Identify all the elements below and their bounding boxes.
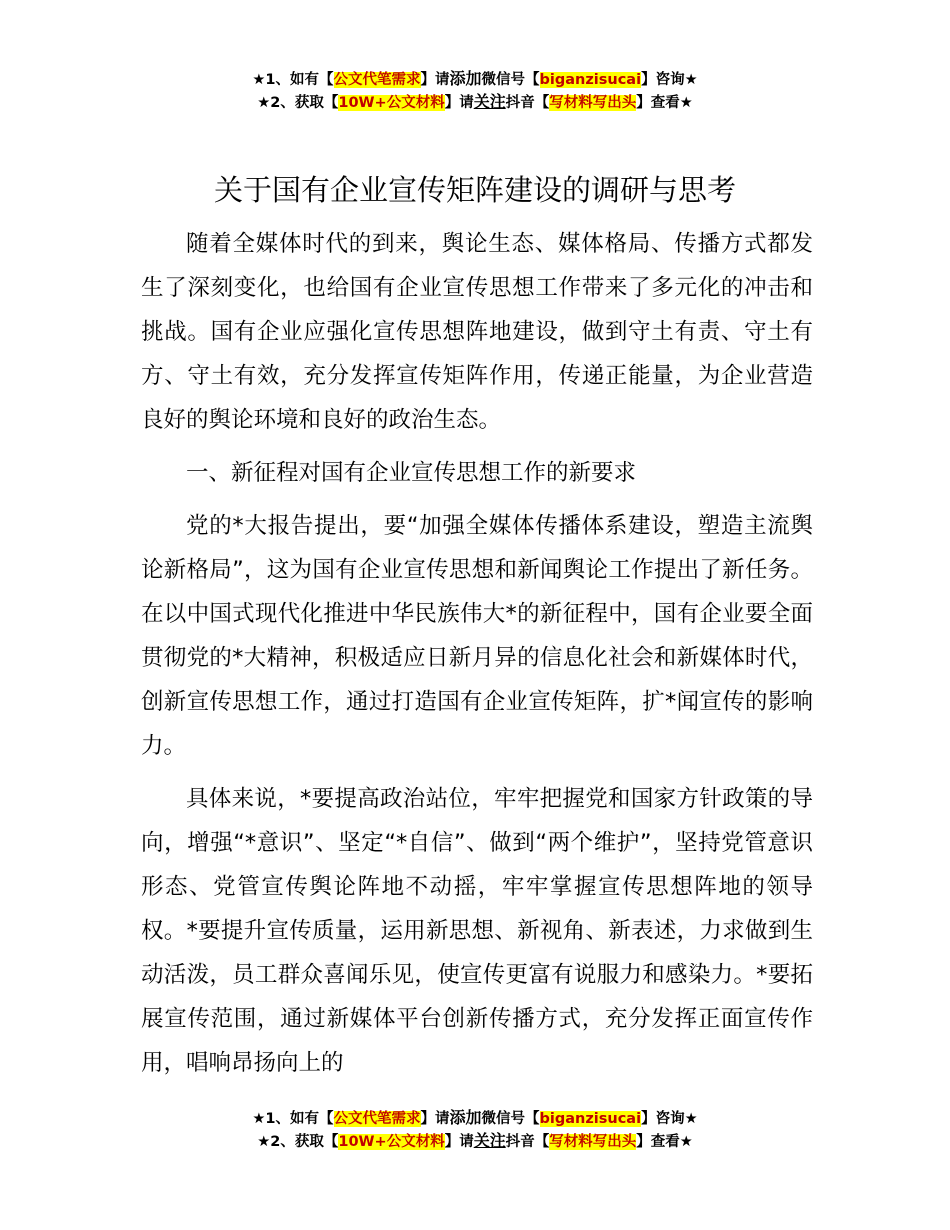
highlight-service: 公文代笔需求: [333, 1111, 421, 1127]
highlight-wechat-id: biganzisucai: [539, 1111, 642, 1127]
header-banner: [0, 68, 950, 114]
footer-banner: [0, 1107, 950, 1153]
banner-line-1: ★1、如有【公文代笔需求】请添加微信号【biganzisucai】咨询★: [252, 1108, 698, 1127]
highlight-materials: 10W+公文材料: [338, 1134, 445, 1150]
document-title: 关于国有企业宣传矩阵建设的调研与思考: [213, 173, 736, 207]
banner-line-2: ★2、获取【10W+公文材料】请关注抖音【写材料写出头】查看★: [257, 1131, 693, 1150]
paragraph-specifics: 具体来说，*要提高政治站位，牢牢把握党和国家方针政策的导向，增强“*意识”、坚定“*自信”、做到“两个维护”，坚持党管意识形态、党管宣传舆论阵地不动摇，牢牢掌握宣传思想阵地的领导权。*要提升宣传质量，运用新思想、新视角、新表述，力求做到生动活泼，员工群众喜闻乐见，使宣传更富有说服力和感染力。*要拓展宣传范围，通过新媒体平台创新传播方式，充分发挥正面宣传作用，唱响昂扬向上的: [141, 786, 813, 1076]
highlight-service: 公文代笔需求: [333, 72, 421, 88]
banner-line-1: ★1、如有【公文代笔需求】请添加微信号【biganzisucai】咨询★: [252, 69, 698, 88]
banner-line-2: ★2、获取【10W+公文材料】请关注抖音【写材料写出头】查看★: [257, 92, 693, 111]
highlight-materials: 10W+公文材料: [338, 95, 445, 111]
paragraph-intro: 随着全媒体时代的到来，舆论生态、媒体格局、传播方式都发生了深刻变化，也给国有企业宣传思想工作带来了多元化的冲击和挑战。国有企业应强化宣传思想阵地建设，做到守土有责、守土有方、守土有效，充分发挥宣传矩阵作用，传递正能量，为企业营造良好的舆论环境和良好的政治生态。: [141, 231, 813, 433]
paragraph-report: 党的*大报告提出，要“加强全媒体传播体系建设，塑造主流舆论新格局”，这为国有企业宣传思想和新闻舆论工作提出了新任务。在以中国式现代化推进中华民族伟大*的新征程中，国有企业要全面贯彻党的*大精神，积极适应日新月异的信息化社会和新媒体时代，创新宣传思想工作，通过打造国有企业宣传矩阵，扩*闻宣传的影响力。: [141, 513, 813, 759]
document-body: [141, 222, 813, 1094]
section-heading-1: 一、新征程对国有企业宣传思想工作的新要求: [186, 460, 637, 486]
highlight-douyin-account: 写材料写出头: [549, 95, 637, 111]
highlight-douyin-account: 写材料写出头: [549, 1134, 637, 1150]
highlight-wechat-id: biganzisucai: [539, 72, 642, 88]
